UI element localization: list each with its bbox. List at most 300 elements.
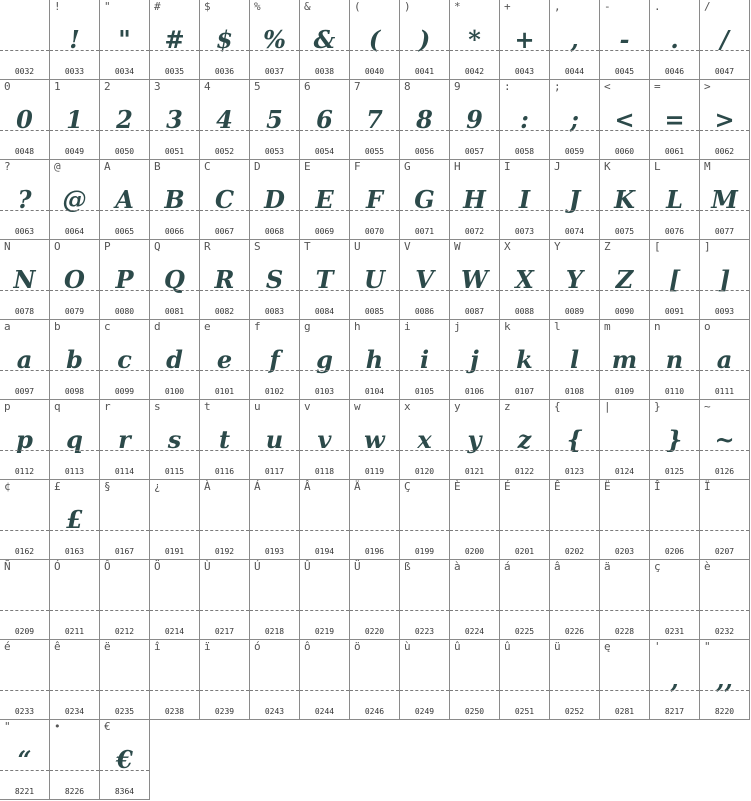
glyph-baseline-guide xyxy=(100,130,149,131)
glyph-sample xyxy=(600,420,649,460)
glyph-cell-character-label: î xyxy=(154,640,161,653)
glyph-cell xyxy=(150,80,200,160)
glyph-sample: [ xyxy=(668,265,681,294)
glyph-cell xyxy=(0,720,50,800)
glyph-cell-code: 0104 xyxy=(364,387,385,396)
glyph-cell xyxy=(200,160,250,240)
glyph-sample: M xyxy=(711,185,738,214)
glyph-cell-character-label: l xyxy=(554,320,561,333)
glyph-sample: ? xyxy=(17,185,32,214)
glyph-cell-character-label: 9 xyxy=(454,80,461,93)
glyph-cell-character-label: B xyxy=(154,160,161,173)
glyph-cell-code: 0238 xyxy=(164,707,185,716)
glyph-baseline-guide xyxy=(450,370,499,371)
glyph-baseline-guide xyxy=(50,290,99,291)
glyph-cell xyxy=(150,480,200,560)
glyph-sample: e xyxy=(216,345,233,374)
glyph-baseline-guide xyxy=(500,290,549,291)
glyph-cell-character-label: u xyxy=(254,400,261,413)
glyph-cell xyxy=(600,640,650,720)
glyph-cell-character-label: Ú xyxy=(254,560,261,573)
glyph-baseline-guide xyxy=(500,610,549,611)
glyph-baseline-guide xyxy=(150,370,199,371)
glyph-cell xyxy=(450,560,500,640)
glyph-cell-code: 0037 xyxy=(264,67,285,76)
glyph-cell-code: 0038 xyxy=(314,67,335,76)
glyph-sample xyxy=(0,660,49,700)
glyph-baseline-guide xyxy=(300,210,349,211)
glyph-cell-character-label: y xyxy=(454,400,461,413)
glyph-cell-character-label: à xyxy=(454,560,461,573)
glyph-cell-character-label: # xyxy=(154,0,161,13)
glyph-cell-code: 0052 xyxy=(214,147,235,156)
glyph-cell-code: 0125 xyxy=(664,467,685,476)
glyph-baseline-guide xyxy=(50,130,99,131)
glyph-cell xyxy=(300,320,350,400)
glyph-cell xyxy=(50,80,100,160)
glyph-baseline-guide xyxy=(100,210,149,211)
glyph-cell xyxy=(350,240,400,320)
glyph-cell xyxy=(550,320,600,400)
glyph-cell-character-label: c xyxy=(104,320,111,333)
glyph-sample xyxy=(350,500,399,540)
glyph-baseline-guide xyxy=(500,690,549,691)
glyph-cell xyxy=(600,320,650,400)
glyph-cell-character-label: " xyxy=(704,640,711,653)
glyph-sample: R xyxy=(214,265,235,294)
glyph-cell-character-label: € xyxy=(104,720,111,733)
glyph-cell-code: 0102 xyxy=(264,387,285,396)
glyph-cell-code: 0078 xyxy=(14,307,35,316)
glyph-cell-code: 0041 xyxy=(414,67,435,76)
glyph-baseline-guide xyxy=(550,130,599,131)
glyph-baseline-guide xyxy=(450,450,499,451)
glyph-cell xyxy=(100,400,150,480)
glyph-baseline-guide xyxy=(400,690,449,691)
glyph-cell-character-label: z xyxy=(504,400,511,413)
glyph-baseline-guide xyxy=(600,690,649,691)
glyph-cell-character-label: ä xyxy=(604,560,611,573)
glyph-cell-code: 0072 xyxy=(464,227,485,236)
glyph-cell-code: 0162 xyxy=(14,547,35,556)
glyph-cell xyxy=(250,80,300,160)
glyph-baseline-guide xyxy=(400,450,449,451)
glyph-baseline-guide xyxy=(400,530,449,531)
glyph-sample: S xyxy=(265,265,284,294)
glyph-cell-character-label: o xyxy=(704,320,711,333)
glyph-cell-code: 0108 xyxy=(564,387,585,396)
glyph-cell xyxy=(500,80,550,160)
glyph-sample: s xyxy=(167,425,182,454)
glyph-baseline-guide xyxy=(300,690,349,691)
glyph-cell xyxy=(500,480,550,560)
glyph-sample: + xyxy=(514,25,535,54)
glyph-cell-character-label: Ù xyxy=(204,560,211,573)
glyph-cell-character-label: p xyxy=(4,400,11,413)
glyph-baseline-guide xyxy=(550,290,599,291)
glyph-cell-character-label: Ü xyxy=(354,560,361,573)
glyph-cell xyxy=(450,400,500,480)
glyph-cell-character-label: I xyxy=(504,160,511,173)
glyph-cell xyxy=(250,320,300,400)
glyph-cell-character-label: Y xyxy=(554,240,561,253)
glyph-sample xyxy=(200,580,249,620)
glyph-sample: N xyxy=(13,265,36,294)
glyph-cell-code: 8217 xyxy=(664,707,685,716)
glyph-cell-character-label: À xyxy=(204,480,211,493)
glyph-cell xyxy=(0,480,50,560)
glyph-sample: B xyxy=(164,185,185,214)
glyph-cell xyxy=(100,640,150,720)
glyph-cell-character-label: Ê xyxy=(554,480,561,493)
glyph-cell-code: 0110 xyxy=(664,387,685,396)
glyph-cell xyxy=(0,0,50,80)
glyph-cell-character-label: ) xyxy=(404,0,411,13)
glyph-cell xyxy=(100,80,150,160)
glyph-cell-code: 0250 xyxy=(464,707,485,716)
glyph-sample: 7 xyxy=(366,105,383,134)
glyph-sample xyxy=(600,580,649,620)
glyph-cell-code: 0112 xyxy=(14,467,35,476)
glyph-cell xyxy=(250,240,300,320)
glyph-cell-character-label: ; xyxy=(554,80,561,93)
glyph-cell xyxy=(0,160,50,240)
glyph-cell xyxy=(450,0,500,80)
glyph-cell-code: 0225 xyxy=(514,627,535,636)
glyph-sample: Z xyxy=(615,265,634,294)
glyph-sample: ! xyxy=(69,25,80,54)
glyph-sample xyxy=(0,20,49,60)
glyph-cell-code: 0201 xyxy=(514,547,535,556)
glyph-baseline-guide xyxy=(600,50,649,51)
glyph-cell-code: 0207 xyxy=(714,547,735,556)
glyph-cell-code: 0065 xyxy=(114,227,135,236)
glyph-cell xyxy=(650,480,700,560)
glyph-sample: ] xyxy=(718,265,731,294)
glyph-cell-code: 0053 xyxy=(264,147,285,156)
glyph-cell-code: 0050 xyxy=(114,147,135,156)
glyph-baseline-guide xyxy=(150,690,199,691)
glyph-cell xyxy=(550,240,600,320)
glyph-cell xyxy=(550,640,600,720)
glyph-cell xyxy=(400,240,450,320)
glyph-baseline-guide xyxy=(700,690,749,691)
glyph-cell xyxy=(500,0,550,80)
glyph-sample: > xyxy=(714,105,735,134)
glyph-cell-code: 0057 xyxy=(464,147,485,156)
glyph-baseline-guide xyxy=(50,210,99,211)
glyph-cell xyxy=(550,560,600,640)
glyph-sample: } xyxy=(666,425,683,454)
glyph-baseline-guide xyxy=(150,530,199,531)
glyph-baseline-guide xyxy=(300,530,349,531)
glyph-cell-character-label: ö xyxy=(354,640,361,653)
glyph-cell-code: 0232 xyxy=(714,627,735,636)
glyph-baseline-guide xyxy=(100,450,149,451)
glyph-sample: y xyxy=(467,425,482,454)
glyph-cell-code: 0126 xyxy=(714,467,735,476)
glyph-cell xyxy=(150,400,200,480)
glyph-cell xyxy=(250,160,300,240)
glyph-baseline-guide xyxy=(250,130,299,131)
glyph-cell xyxy=(50,480,100,560)
glyph-cell-code: 0063 xyxy=(14,227,35,236)
glyph-cell-character-label: x xyxy=(404,400,411,413)
glyph-baseline-guide xyxy=(50,610,99,611)
glyph-baseline-guide xyxy=(100,610,149,611)
glyph-sample: A xyxy=(115,185,134,214)
glyph-baseline-guide xyxy=(650,130,699,131)
glyph-cell-character-label: E xyxy=(304,160,311,173)
glyph-baseline-guide xyxy=(0,210,49,211)
glyph-baseline-guide xyxy=(0,690,49,691)
glyph-cell-character-label: j xyxy=(454,320,461,333)
glyph-sample xyxy=(500,660,549,700)
glyph-sample: £ xyxy=(66,505,83,534)
glyph-cell-code: 0083 xyxy=(264,307,285,316)
glyph-cell-character-label: = xyxy=(654,80,661,93)
glyph-cell xyxy=(700,80,750,160)
glyph-cell-character-label: ô xyxy=(304,640,311,653)
glyph-cell-character-label: . xyxy=(654,0,661,13)
glyph-cell-character-label: e xyxy=(204,320,211,333)
glyph-sample xyxy=(200,500,249,540)
glyph-sample: € xyxy=(116,745,133,774)
glyph-cell-code: 0059 xyxy=(564,147,585,156)
glyph-sample xyxy=(200,660,249,700)
glyph-sample xyxy=(50,740,99,780)
glyph-cell-character-label: Ñ xyxy=(4,560,11,573)
glyph-sample: J xyxy=(568,185,581,214)
glyph-sample xyxy=(500,500,549,540)
glyph-cell-code: 0075 xyxy=(614,227,635,236)
glyph-sample: , xyxy=(670,665,679,694)
glyph-cell xyxy=(300,640,350,720)
glyph-cell xyxy=(50,240,100,320)
glyph-cell-character-label: á xyxy=(504,560,511,573)
glyph-sample: l xyxy=(569,345,580,374)
glyph-sample: * xyxy=(468,25,481,54)
glyph-sample xyxy=(400,660,449,700)
glyph-cell-character-label: G xyxy=(404,160,411,173)
glyph-cell-character-label: w xyxy=(354,400,361,413)
glyph-cell-code: 0103 xyxy=(314,387,335,396)
glyph-sample: f xyxy=(269,345,280,374)
glyph-sample: C xyxy=(214,185,235,214)
glyph-cell-code: 0056 xyxy=(414,147,435,156)
glyph-cell xyxy=(350,320,400,400)
glyph-baseline-guide xyxy=(700,210,749,211)
glyph-baseline-guide xyxy=(200,530,249,531)
glyph-cell-code: 0076 xyxy=(664,227,685,236)
glyph-cell-character-label: é xyxy=(4,640,11,653)
glyph-cell-code: 0040 xyxy=(364,67,385,76)
glyph-cell-code: 0087 xyxy=(464,307,485,316)
glyph-cell xyxy=(150,320,200,400)
glyph-cell-code: 0060 xyxy=(614,147,635,156)
glyph-cell-code: 0061 xyxy=(664,147,685,156)
glyph-sample xyxy=(700,580,749,620)
glyph-sample: W xyxy=(461,265,488,294)
glyph-cell-character-label: O xyxy=(54,240,61,253)
glyph-cell-code: 0106 xyxy=(464,387,485,396)
glyph-baseline-guide xyxy=(500,530,549,531)
glyph-cell xyxy=(250,400,300,480)
glyph-cell xyxy=(150,240,200,320)
glyph-sample: ,, xyxy=(716,665,733,694)
glyph-cell-character-label: P xyxy=(104,240,111,253)
glyph-cell-character-label: @ xyxy=(54,160,61,173)
glyph-cell-code: 0120 xyxy=(414,467,435,476)
glyph-baseline-guide xyxy=(450,290,499,291)
glyph-cell xyxy=(200,320,250,400)
glyph-cell xyxy=(0,320,50,400)
glyph-cell-character-label: + xyxy=(504,0,511,13)
glyph-cell-code: 0251 xyxy=(514,707,535,716)
glyph-cell-character-label: £ xyxy=(54,480,61,493)
glyph-cell-character-label: " xyxy=(4,720,11,733)
glyph-baseline-guide xyxy=(50,370,99,371)
glyph-baseline-guide xyxy=(150,450,199,451)
glyph-cell xyxy=(0,640,50,720)
glyph-cell xyxy=(150,160,200,240)
glyph-baseline-guide xyxy=(700,450,749,451)
glyph-cell xyxy=(200,640,250,720)
glyph-cell xyxy=(100,720,150,800)
glyph-baseline-guide xyxy=(650,50,699,51)
glyph-baseline-guide xyxy=(200,130,249,131)
glyph-baseline-guide xyxy=(650,690,699,691)
glyph-cell-code: 0223 xyxy=(414,627,435,636)
glyph-sample xyxy=(150,580,199,620)
glyph-sample: z xyxy=(517,425,532,454)
glyph-baseline-guide xyxy=(400,130,449,131)
glyph-cell xyxy=(200,400,250,480)
glyph-cell-character-label: | xyxy=(604,400,611,413)
glyph-cell-code: 8226 xyxy=(64,787,85,796)
glyph-baseline-guide xyxy=(600,450,649,451)
glyph-cell-character-label: Ë xyxy=(604,480,611,493)
glyph-sample: c xyxy=(117,345,132,374)
glyph-cell-code: 0119 xyxy=(364,467,385,476)
glyph-baseline-guide xyxy=(600,610,649,611)
glyph-sample xyxy=(650,500,699,540)
glyph-cell-code: 0220 xyxy=(364,627,385,636)
glyph-sample: Q xyxy=(164,265,185,294)
glyph-sample: P xyxy=(115,265,134,294)
glyph-sample: L xyxy=(666,185,683,214)
glyph-cell-character-label: ¢ xyxy=(4,480,11,493)
glyph-cell-character-label: t xyxy=(204,400,211,413)
glyph-baseline-guide xyxy=(350,370,399,371)
glyph-cell xyxy=(350,80,400,160)
glyph-baseline-guide xyxy=(700,610,749,611)
glyph-cell-character-label: ( xyxy=(354,0,361,13)
glyph-sample xyxy=(450,500,499,540)
glyph-sample xyxy=(0,500,49,540)
glyph-cell-character-label: ß xyxy=(404,560,411,573)
glyph-sample: @ xyxy=(62,185,87,214)
glyph-cell xyxy=(500,640,550,720)
glyph-cell-code: 8364 xyxy=(114,787,135,796)
glyph-cell-code: 0036 xyxy=(214,67,235,76)
glyph-cell-character-label: ~ xyxy=(704,400,711,413)
glyph-cell xyxy=(600,240,650,320)
glyph-sample: “ xyxy=(17,745,32,774)
glyph-cell xyxy=(450,160,500,240)
glyph-sample: b xyxy=(66,345,83,374)
glyph-cell-character-label: Ö xyxy=(154,560,161,573)
glyph-baseline-guide xyxy=(0,770,49,771)
glyph-cell-character-label: D xyxy=(254,160,261,173)
glyph-baseline-guide xyxy=(650,210,699,211)
glyph-cell xyxy=(700,400,750,480)
glyph-cell xyxy=(100,560,150,640)
glyph-cell-code: 0234 xyxy=(64,707,85,716)
glyph-sample: 1 xyxy=(66,105,83,134)
glyph-cell xyxy=(100,240,150,320)
glyph-baseline-guide xyxy=(0,450,49,451)
glyph-cell xyxy=(300,80,350,160)
glyph-baseline-guide xyxy=(350,130,399,131)
glyph-baseline-guide xyxy=(350,610,399,611)
glyph-baseline-guide xyxy=(500,130,549,131)
glyph-sample: h xyxy=(365,345,384,374)
glyph-sample xyxy=(500,580,549,620)
glyph-cell-character-label: & xyxy=(304,0,311,13)
glyph-cell xyxy=(450,240,500,320)
glyph-cell-character-label: § xyxy=(104,480,111,493)
glyph-baseline-guide xyxy=(600,370,649,371)
glyph-cell-code: 0239 xyxy=(214,707,235,716)
glyph-cell-character-label: - xyxy=(604,0,611,13)
glyph-cell xyxy=(50,320,100,400)
glyph-sample xyxy=(100,660,149,700)
glyph-baseline-guide xyxy=(300,50,349,51)
glyph-cell-character-label: V xyxy=(404,240,411,253)
glyph-cell xyxy=(400,0,450,80)
glyph-cell xyxy=(650,160,700,240)
glyph-cell-code: 0246 xyxy=(364,707,385,716)
glyph-sample xyxy=(300,580,349,620)
glyph-cell-code: 0080 xyxy=(114,307,135,316)
glyph-baseline-guide xyxy=(700,530,749,531)
glyph-baseline-guide xyxy=(400,210,449,211)
glyph-baseline-guide xyxy=(550,210,599,211)
glyph-sample: % xyxy=(263,25,286,54)
glyph-baseline-guide xyxy=(100,370,149,371)
glyph-baseline-guide xyxy=(100,770,149,771)
glyph-cell-character-label: Ä xyxy=(354,480,361,493)
glyph-cell xyxy=(300,480,350,560)
glyph-cell-character-label: h xyxy=(354,320,361,333)
glyph-sample: - xyxy=(619,25,630,54)
glyph-baseline-guide xyxy=(100,50,149,51)
glyph-cell-character-label: { xyxy=(554,400,561,413)
glyph-cell xyxy=(250,640,300,720)
glyph-baseline-guide xyxy=(300,370,349,371)
glyph-cell-character-label: Ï xyxy=(704,480,711,493)
glyph-cell xyxy=(550,480,600,560)
glyph-sample: # xyxy=(164,25,185,54)
glyph-sample: < xyxy=(614,105,635,134)
glyph-cell-code: 0243 xyxy=(264,707,285,716)
glyph-baseline-guide xyxy=(300,290,349,291)
glyph-cell-code: 0203 xyxy=(614,547,635,556)
glyph-cell-code: 0281 xyxy=(614,707,635,716)
glyph-cell-code: 8220 xyxy=(714,707,735,716)
glyph-cell-code: 0062 xyxy=(714,147,735,156)
